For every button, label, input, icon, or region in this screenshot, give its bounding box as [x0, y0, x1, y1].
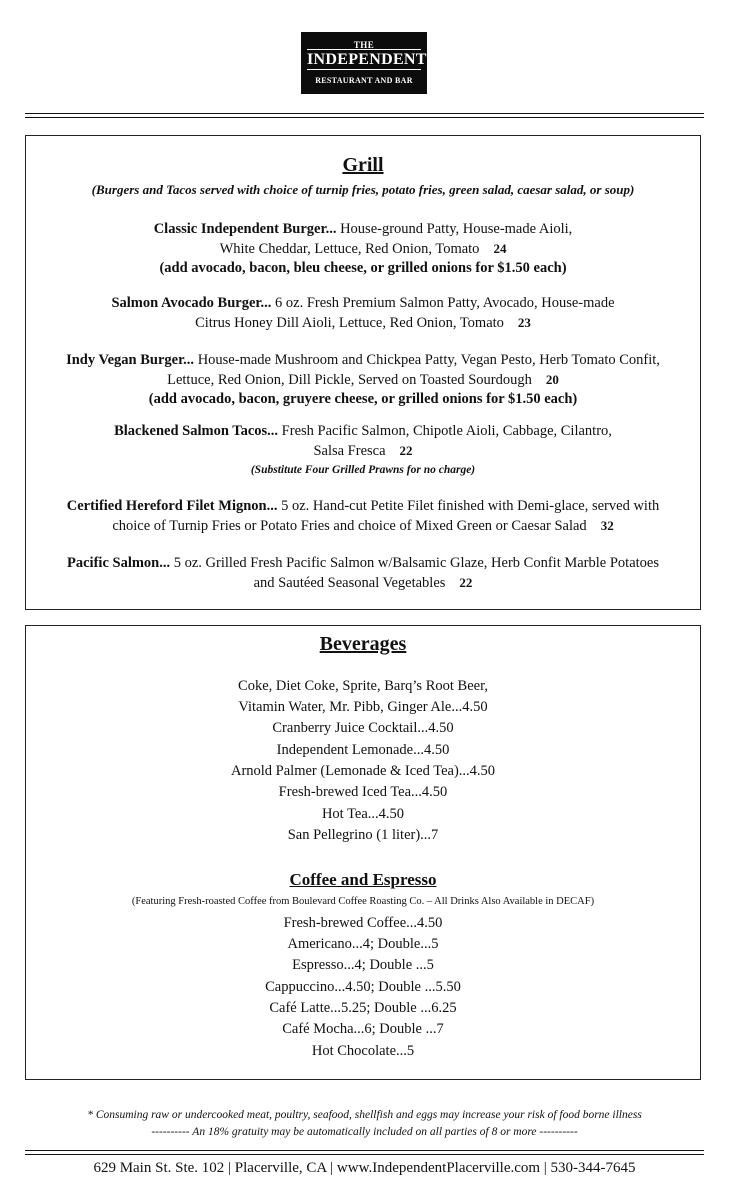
item-name: Certified Hereford Filet Mignon...	[66, 498, 278, 514]
coffee-line: Espresso...4; Double ...5	[292, 957, 434, 973]
item-desc: House-ground Patty, House-made Aioli,	[336, 221, 573, 237]
menu-item-vegan-burger	[26, 351, 700, 409]
item-name: Pacific Salmon...	[67, 555, 171, 571]
beverage-line: San Pellegrino (1 liter)...7	[287, 827, 439, 843]
item-desc: 6 oz. Fresh Premium Salmon Patty, Avocado, House-made	[271, 295, 615, 311]
bottom-divider-2	[25, 1154, 704, 1155]
menu-item-salmon-burger	[26, 294, 700, 333]
coffee-line: Fresh-brewed Coffee...4.50	[283, 915, 443, 931]
coffee-line: Cappuccino...4.50; Double ...5.50	[265, 979, 461, 995]
grill-section	[25, 135, 701, 610]
item-name: Blackened Salmon Tacos...	[114, 423, 279, 439]
beverage-line: Vitamin Water, Mr. Pibb, Ginger Ale...4.50	[238, 699, 488, 715]
coffee-subtitle: (Featuring Fresh-roasted Coffee from Boulevard Coffee Roasting Co. – All Drinks Also Available in DECAF)	[131, 896, 595, 907]
beverage-line: Cranberry Juice Cocktail...4.50	[272, 720, 454, 736]
beverage-line: Independent Lemonade...4.50	[276, 742, 450, 758]
grill-title: Grill	[342, 154, 384, 176]
item-price: 32	[600, 518, 614, 533]
item-desc: and Sautéed Seasonal Vegetables	[253, 575, 446, 591]
item-desc: 5 oz. Grilled Fresh Pacific Salmon w/Balsamic Glaze, Herb Confit Marble Potatoes	[170, 555, 659, 571]
logo-the: THE	[353, 40, 375, 50]
item-name: Salmon Avocado Burger...	[111, 295, 272, 311]
beverage-line: Fresh-brewed Iced Tea...4.50	[278, 784, 448, 800]
item-price: 24	[493, 241, 507, 256]
item-price: 23	[517, 315, 531, 330]
coffee-line: Hot Chocolate...5	[311, 1043, 415, 1059]
beverage-line: Hot Tea...4.50	[321, 806, 405, 822]
coffee-line: Café Mocha...6; Double ...7	[282, 1021, 444, 1037]
gratuity-note: ---------- An 18% gratuity may be automatically included on all parties of 8 or more ----------	[151, 1126, 578, 1138]
menu-item-pacific-salmon	[26, 554, 700, 593]
item-price: 22	[459, 575, 473, 590]
top-divider-2	[25, 117, 704, 118]
item-price: 20	[545, 372, 559, 387]
item-desc: Fresh Pacific Salmon, Chipotle Aioli, Cabbage, Cilantro,	[278, 423, 612, 439]
restaurant-logo	[301, 32, 427, 94]
bottom-divider	[25, 1150, 704, 1151]
item-desc: House-made Mushroom and Chickpea Patty, Vegan Pesto, Herb Tomato Confit,	[194, 352, 660, 368]
coffee-line: Americano...4; Double...5	[287, 936, 439, 952]
item-desc: Lettuce, Red Onion, Dill Pickle, Served on Toasted Sourdough	[167, 372, 532, 388]
item-desc: White Cheddar, Lettuce, Red Onion, Tomato	[219, 241, 480, 257]
item-desc: 5 oz. Hand-cut Petite Filet finished with Demi-glace, served with	[277, 498, 660, 514]
coffee-line: Café Latte...5.25; Double ...6.25	[269, 1000, 457, 1016]
grill-subtitle: (Burgers and Tacos served with choice of turnip fries, potato fries, green salad, caesar salad, or soup)	[91, 182, 635, 197]
menu-item-filet-mignon	[26, 497, 700, 536]
top-divider	[25, 113, 704, 114]
item-note: (Substitute Four Grilled Prawns for no charge)	[250, 464, 476, 476]
logo-name: INDEPENDENT	[307, 51, 427, 68]
item-desc: Citrus Honey Dill Aioli, Lettuce, Red Onion, Tomato	[195, 315, 504, 331]
beverages-section	[25, 625, 701, 1080]
beverages-title: Beverages	[319, 633, 407, 655]
coffee-title: Coffee and Espresso	[289, 870, 437, 889]
item-addon: (add avocado, bacon, bleu cheese, or grilled onions for $1.50 each)	[159, 260, 567, 276]
item-name: Indy Vegan Burger...	[66, 352, 195, 368]
menu-item-salmon-tacos	[26, 422, 700, 480]
item-name: Classic Independent Burger...	[153, 221, 337, 237]
item-desc: Salsa Fresca	[313, 443, 386, 459]
item-addon: (add avocado, bacon, gruyere cheese, or grilled onions for $1.50 each)	[148, 391, 578, 407]
footer-contact: 629 Main St. Ste. 102 | Placerville, CA | www.IndependentPlacerville.com | 530-344-7645	[93, 1160, 636, 1176]
logo-subtitle: RESTAURANT AND BAR	[315, 76, 413, 85]
menu-item-classic-burger	[26, 220, 700, 278]
beverage-line: Arnold Palmer (Lemonade & Iced Tea)...4.50	[230, 763, 496, 779]
beverage-line: Coke, Diet Coke, Sprite, Barq’s Root Beer,	[238, 678, 488, 694]
item-desc: choice of Turnip Fries or Potato Fries and choice of Mixed Green or Caesar Salad	[112, 518, 587, 534]
raw-food-disclaimer: * Consuming raw or undercooked meat, poultry, seafood, shellfish and eggs may increase your risk of food borne illness	[87, 1109, 642, 1121]
item-price: 22	[399, 443, 413, 458]
